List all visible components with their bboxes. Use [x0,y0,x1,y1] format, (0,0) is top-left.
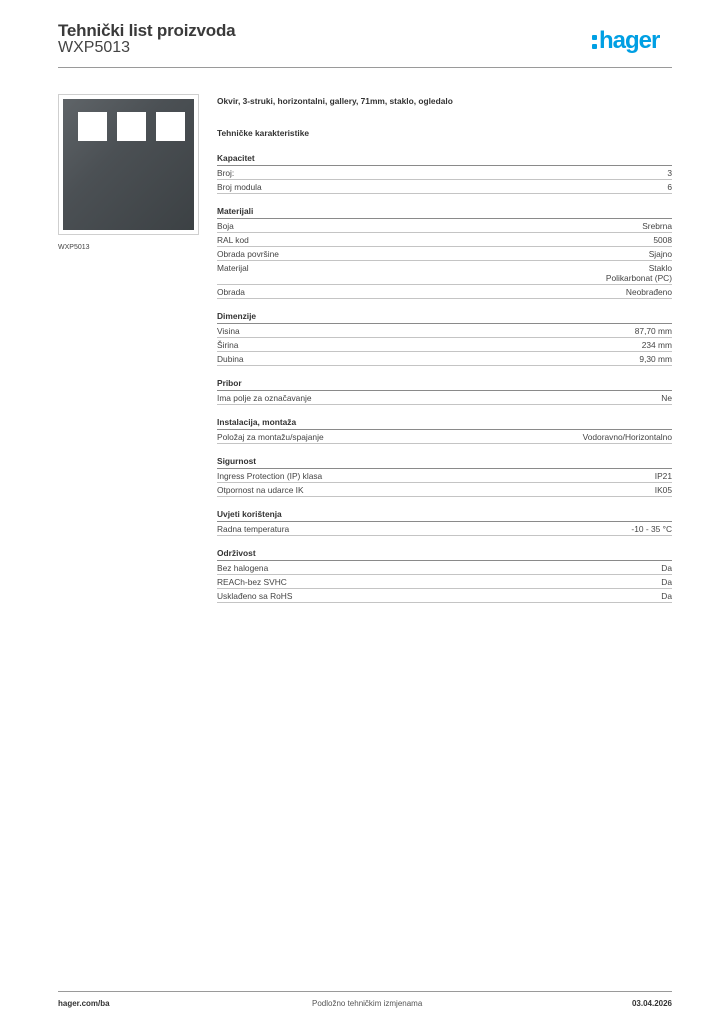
spec-label: REACh-bez SVHC [217,577,287,587]
spec-label: Obrada [217,287,245,297]
spec-value: Srebrna [642,221,672,231]
section-title: Instalacija, montaža [217,417,672,430]
spec-value: 234 mm [641,340,672,350]
section-title: Uvjeti korištenja [217,509,672,522]
spec-value: Ne [661,393,672,403]
spec-sections [217,153,672,603]
section-gap [217,405,672,416]
spec-label: Bez halogena [217,563,269,573]
spec-value: Da [661,591,672,601]
logo-dots-icon [592,29,598,49]
spec-value: Da [661,577,672,587]
frame-opening [156,112,185,141]
image-caption: WXP5013 [58,244,90,251]
spec-value: 9,30 mm [639,354,672,364]
spec-row [217,469,672,483]
spec-row [217,219,672,233]
spec-label: Ingress Protection (IP) klasa [217,471,323,481]
section-title: Dimenzije [217,311,672,324]
spec-label: RAL kod [217,235,249,245]
spec-row [217,180,672,194]
spec-row [217,261,672,285]
product-description: Okvir, 3-struki, horizontalni, gallery, 71mm, staklo, ogledalo [217,96,453,106]
spec-row [217,575,672,589]
section-gap [217,299,672,310]
page-title: Tehnički list proizvoda [58,21,236,40]
header-divider [58,67,672,68]
spec-value: Sjajno [648,249,672,259]
spec-value: Da [661,563,672,573]
spec-row [217,324,672,338]
section-gap [217,194,672,205]
spec-value: Neobrađeno [625,287,672,297]
spec-label: Obrada površine [217,249,279,259]
spec-row [217,247,672,261]
spec-content [217,96,672,603]
hager-logo [592,29,659,53]
spec-row [217,352,672,366]
spec-row [217,391,672,405]
footer-date: 03.04.2026 [631,999,672,1008]
spec-label: Otpornost na udarce IK [217,485,304,495]
spec-label: Položaj za montažu/spajanje [217,432,324,442]
section-title: Kapacitet [217,153,672,166]
section-title: Održivost [217,548,672,561]
section-gap [217,366,672,377]
section-gap [217,497,672,508]
spec-value: 87,70 mm [634,326,672,336]
spec-label: Dubina [217,354,244,364]
spec-label: Broj modula [217,182,262,192]
footer-website: hager.com/ba [58,999,110,1008]
product-image [58,94,199,235]
spec-label: Širina [217,340,239,350]
logo-text: hager [599,27,660,54]
spec-row [217,522,672,536]
spec-label: Broj: [217,168,235,178]
technical-heading: Tehničke karakteristike [217,128,310,138]
spec-value: 6 [667,182,672,192]
spec-row [217,483,672,497]
spec-row [217,561,672,575]
frame-opening [117,112,146,141]
spec-label: Materijal [217,263,249,273]
frame-illustration [63,99,194,230]
frame-opening [78,112,107,141]
spec-value: 5008 [653,235,672,245]
footer-divider [58,991,672,992]
spec-label: Visina [217,326,240,336]
spec-row [217,338,672,352]
section-title: Materijali [217,206,672,219]
spec-value: IK05 [654,485,672,495]
spec-row [217,430,672,444]
product-code: WXP5013 [58,39,131,56]
spec-label: Boja [217,221,234,231]
spec-value: IP21 [654,471,672,481]
section-gap [217,536,672,547]
spec-row [217,285,672,299]
section-title: Pribor [217,378,672,391]
spec-value: -10 - 35 °C [631,524,672,534]
spec-value: 3 [667,168,672,178]
spec-row [217,233,672,247]
spec-label: Usklađeno sa RoHS [217,591,293,601]
spec-row [217,589,672,603]
section-gap [217,444,672,455]
spec-row [217,166,672,180]
spec-label: Radna temperatura [217,524,290,534]
spec-value: Staklo Polikarbonat (PC) [605,263,672,283]
spec-label: Ima polje za označavanje [217,393,312,403]
section-title: Sigurnost [217,456,672,469]
footer-note: Podložno tehničkim izmjenama [312,999,423,1008]
spec-value: Vodoravno/Horizontalno [582,432,672,442]
